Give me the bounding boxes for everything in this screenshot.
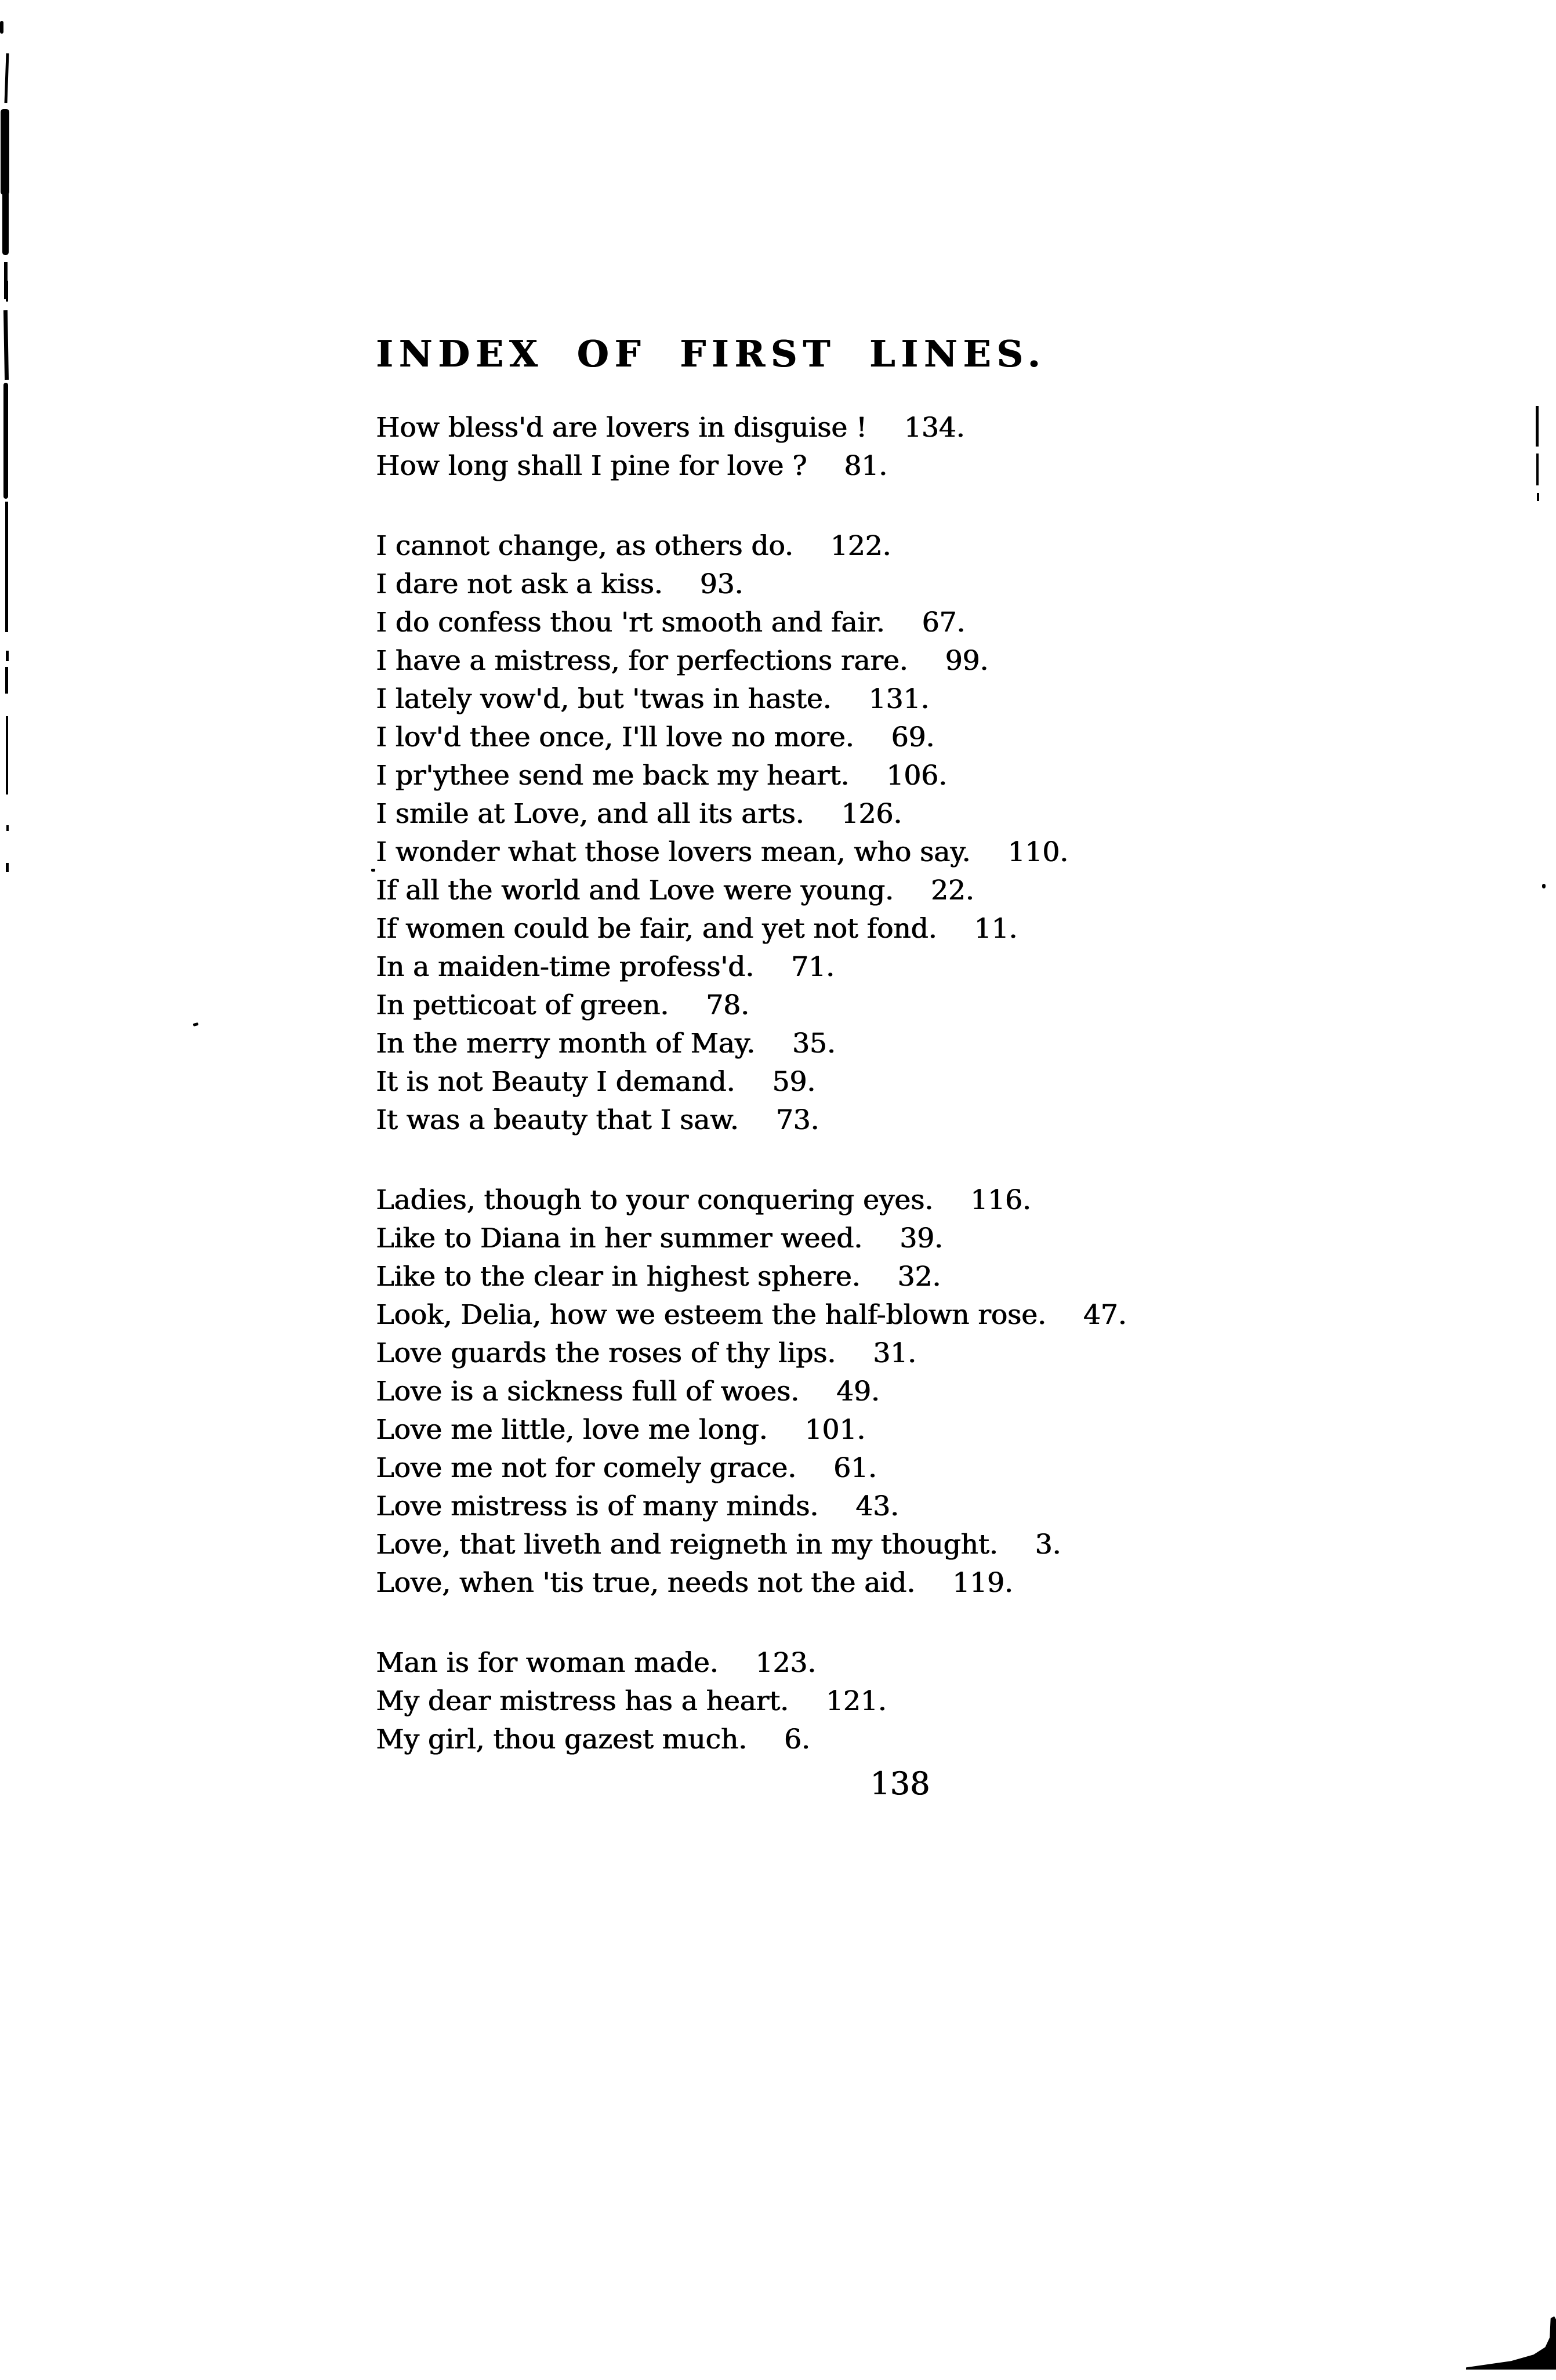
index-entry — [376, 1488, 1126, 1526]
entry-page-ref: 71. — [790, 951, 835, 983]
entry-text: Like to the clear in highest sphere. — [376, 1261, 861, 1293]
entry-page-ref: 67. — [922, 607, 966, 638]
index-entry — [376, 1181, 1126, 1220]
entry-page-ref: 59. — [772, 1066, 815, 1098]
index-entry — [376, 1682, 1126, 1721]
index-entry — [376, 1025, 1126, 1063]
scan-artifact — [1542, 884, 1546, 888]
scan-artifact — [1536, 406, 1539, 447]
index-entry — [376, 409, 1126, 447]
index-entry — [376, 1063, 1126, 1101]
page-corner-shadow — [1466, 2316, 1556, 2370]
entry-text: My dear mistress has a heart. — [376, 1685, 789, 1717]
entry-page-ref: 32. — [897, 1261, 941, 1293]
scan-artifact — [193, 1022, 199, 1026]
entry-text: I do confess thou 'rt smooth and fair. — [376, 607, 885, 638]
index-entry — [376, 1644, 1126, 1682]
index-group — [376, 1181, 1126, 1602]
index-entry — [376, 1373, 1126, 1411]
index-entry — [376, 565, 1126, 604]
entry-page-ref: 123. — [755, 1647, 816, 1679]
entry-page-ref: 134. — [904, 412, 965, 444]
page-title: INDEX OF FIRST LINES. — [376, 332, 1046, 375]
entry-text: I have a mistress, for perfections rare. — [376, 645, 908, 677]
entry-text: Man is for woman made. — [376, 1647, 719, 1679]
entry-text: Like to Diana in her summer weed. — [376, 1222, 862, 1254]
index-entry — [376, 1564, 1126, 1602]
entry-text: I dare not ask a kiss. — [376, 568, 663, 600]
scan-artifact — [3, 310, 9, 380]
index-entry — [376, 604, 1126, 642]
entry-page-ref: 69. — [891, 721, 935, 753]
entry-page-ref: 6. — [784, 1724, 810, 1755]
entry-page-ref: 22. — [930, 875, 974, 906]
index-entry — [376, 642, 1126, 680]
entry-page-ref: 122. — [830, 530, 891, 562]
index-group — [376, 1644, 1126, 1759]
entry-text: Love is a sickness full of woes. — [376, 1376, 799, 1407]
index-group — [376, 409, 1126, 485]
entry-text: In petticoat of green. — [376, 989, 669, 1021]
index-entry — [376, 680, 1126, 719]
scan-artifact — [5, 502, 8, 632]
scan-artifact — [6, 825, 9, 831]
index-entry — [376, 1220, 1126, 1258]
entry-text: I pr'ythee send me back my heart. — [376, 760, 850, 792]
scan-artifact — [1, 109, 9, 195]
page-number: 138 — [870, 1765, 930, 1802]
entry-page-ref: 3. — [1035, 1529, 1061, 1561]
entry-text: In a maiden-time profess'd. — [376, 951, 754, 983]
scan-artifact — [5, 667, 8, 694]
scan-artifact — [3, 383, 8, 499]
scan-artifact — [371, 869, 375, 872]
scan-artifact — [6, 281, 8, 302]
entry-text: How long shall I pine for love ? — [376, 450, 807, 482]
entry-page-ref: 49. — [836, 1376, 880, 1407]
entry-page-ref: 11. — [974, 913, 1018, 945]
entry-text: I cannot change, as others do. — [376, 530, 793, 562]
entry-text: I lov'd thee once, I'll love no more. — [376, 721, 854, 753]
index-entry — [376, 795, 1126, 833]
entry-page-ref: 81. — [844, 450, 887, 482]
index-entry — [376, 1296, 1126, 1334]
entry-text: It was a beauty that I saw. — [376, 1104, 739, 1136]
entry-page-ref: 131. — [868, 683, 930, 715]
entry-page-ref: 61. — [833, 1452, 877, 1484]
entry-page-ref: 31. — [872, 1337, 916, 1369]
entry-page-ref: 126. — [841, 798, 902, 830]
scan-artifact — [1536, 453, 1539, 485]
entry-text: I smile at Love, and all its arts. — [376, 798, 804, 830]
entry-text: Love, when 'tis true, needs not the aid. — [376, 1567, 915, 1599]
scan-artifact — [6, 651, 9, 661]
index-entry — [376, 910, 1126, 948]
entry-text: I wonder what those lovers mean, who say. — [376, 836, 971, 868]
index-entry — [376, 1449, 1126, 1488]
scan-artifact — [6, 716, 8, 794]
index-entry — [376, 1721, 1126, 1759]
index-entry — [376, 872, 1126, 910]
index-entry — [376, 986, 1126, 1025]
entry-text: How bless'd are lovers in disguise ! — [376, 412, 867, 444]
index-entry — [376, 948, 1126, 986]
scan-artifact — [5, 53, 9, 103]
index-entry — [376, 1411, 1126, 1449]
entry-page-ref: 35. — [792, 1028, 836, 1060]
index-page-content — [376, 331, 1126, 1803]
entry-text: If all the world and Love were young. — [376, 875, 894, 906]
entry-page-ref: 47. — [1083, 1299, 1127, 1331]
entry-page-ref: 110. — [1007, 836, 1068, 868]
entry-text: Love guards the roses of thy lips. — [376, 1337, 836, 1369]
index-entry — [376, 527, 1126, 565]
entry-text: Love, that liveth and reigneth in my thought. — [376, 1529, 998, 1561]
index-entry — [376, 719, 1126, 757]
entry-text: Love me little, love me long. — [376, 1414, 768, 1446]
entry-text: Ladies, though to your conquering eyes. — [376, 1184, 933, 1216]
index-entry — [376, 1101, 1126, 1140]
entry-text: In the merry month of May. — [376, 1028, 755, 1060]
index-entry — [376, 833, 1126, 872]
index-entry — [376, 1526, 1126, 1564]
scan-artifact — [0, 21, 3, 34]
entry-text: Love me not for comely grace. — [376, 1452, 796, 1484]
entry-text: It is not Beauty I demand. — [376, 1066, 735, 1098]
index-entry — [376, 1258, 1126, 1296]
scan-artifact — [6, 863, 9, 872]
index-group — [376, 527, 1126, 1140]
entry-text: I lately vow'd, but 'twas in haste. — [376, 683, 832, 715]
entry-text: Love mistress is of many minds. — [376, 1490, 818, 1522]
entry-text: If women could be fair, and yet not fond. — [376, 913, 937, 945]
entry-page-ref: 101. — [804, 1414, 865, 1446]
entry-page-ref: 119. — [952, 1567, 1013, 1599]
entry-text: My girl, thou gazest much. — [376, 1724, 747, 1755]
entry-page-ref: 116. — [970, 1184, 1031, 1216]
entry-page-ref: 73. — [775, 1104, 819, 1136]
scan-artifact — [1537, 493, 1539, 501]
entry-page-ref: 106. — [886, 760, 947, 792]
index-entry — [376, 447, 1126, 485]
index-groups — [376, 409, 1126, 1759]
entry-page-ref: 39. — [899, 1222, 943, 1254]
entry-page-ref: 93. — [699, 568, 743, 600]
entry-page-ref: 78. — [705, 989, 749, 1021]
entry-text: Look, Delia, how we esteem the half-blown rose. — [376, 1299, 1046, 1331]
entry-page-ref: 121. — [825, 1685, 887, 1717]
scan-artifact — [2, 186, 9, 255]
entry-page-ref: 43. — [855, 1490, 899, 1522]
index-entry — [376, 757, 1126, 795]
entry-page-ref: 99. — [945, 645, 989, 677]
index-entry — [376, 1334, 1126, 1373]
